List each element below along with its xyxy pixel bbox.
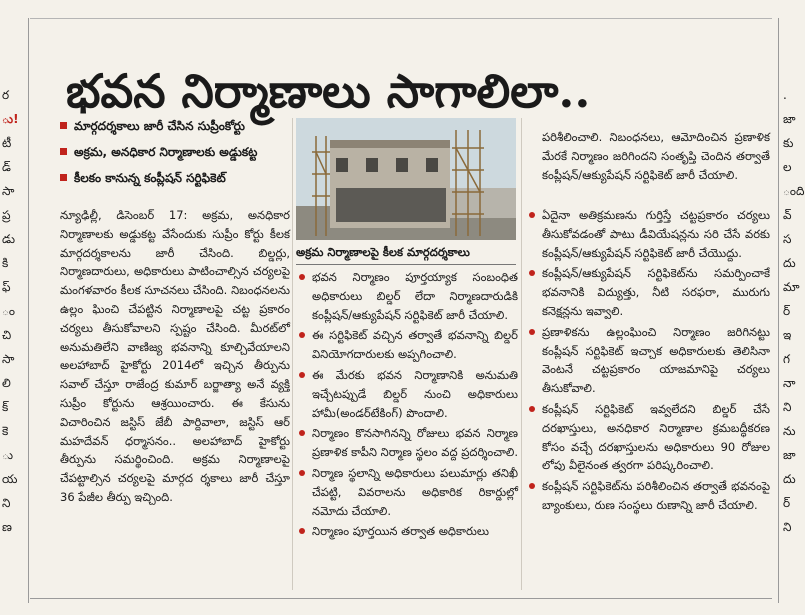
neighbor-text-fragment: ం (2, 304, 16, 318)
neighbor-text-fragment: ని (2, 496, 11, 510)
neighbor-text-fragment: ు (2, 448, 14, 462)
neighbor-text-fragment: య (2, 472, 18, 486)
neighbor-text-fragment: మా (783, 280, 800, 294)
neighbor-text-fragment: దు (783, 256, 796, 270)
subheads (60, 118, 290, 196)
neighbor-text-fragment: కి (2, 256, 9, 270)
neighbor-text-fragment: సా (2, 352, 15, 366)
bottom-rule (30, 598, 772, 599)
guidelines-list-col3 (526, 206, 770, 517)
guideline-item: కంప్లీషన్/ఆక్యుపేషన్ సర్టిఫికెట్‌ను సమర్పించాకే భవనానికి విద్యుత్తు, నీటి సరఫరా, మురుగు కనెక్షన్లను ఇవ్వాలి. (526, 264, 770, 320)
neighbor-text-fragment: క్ (2, 400, 9, 414)
top-rule (30, 18, 772, 19)
neighbor-column-right (778, 18, 805, 603)
neighbor-text-fragment: ప్ర (2, 208, 11, 222)
neighbor-text-fragment: కు (783, 136, 794, 150)
column-divider (521, 118, 522, 590)
guideline-item: ప్రణాళికను ఉల్లంఘించి నిర్మాణం జరిగినట్టు కంప్లీషన్ సర్టిఫికెట్ ఇచ్చాక అధికారులకు తెలిసినా వెంటనే చట్టప్రకారం యాజమానిపై చర్యలు తీసుకోవాలి. (526, 323, 770, 398)
neighbor-text-fragment: దు (783, 472, 796, 486)
guideline-item: కంప్లీషన్ సర్టిఫికెట్‌ను పరిశీలించిన తర్వాతే భవనంపై బ్యాంకులు, రుణ సంస్థలు రుణాన్ని జారీ చేయాలి. (526, 477, 770, 515)
neighbor-text-fragment: ఫ్ (2, 280, 11, 294)
neighbor-text-fragment: ఇ (783, 328, 792, 342)
neighbor-text-fragment: నా (783, 376, 796, 390)
guideline-item: నిర్మాణం పూర్తయిన తర్వాత అధికారులు (296, 522, 518, 541)
guideline-item: నిర్మాణ స్థలాన్ని అధికారులు పలుమార్లు తనిఖీ చేపట్టి, వివరాలను అధికారిక రికార్డుల్లో నమోదు చేయాలి. (296, 464, 518, 520)
neighbor-text-fragment: డు (2, 232, 16, 246)
neighbor-column-left (0, 18, 29, 603)
photo-caption: అక్రమ నిర్మాణాలపై కీలక మార్గదర్శకాలు (296, 245, 470, 259)
article-body-lead: న్యూఢిల్లీ, డిసెంబర్ 17: అక్రమ, అనధికార నిర్మాణాలకు అడ్డుకట్ట వేసేందుకు సుప్రీం కోర్టు కీలక మార్గదర్శకాలను జారీ చేసింది. బిల్డర్లు, నిర్మాణదారులు, అధికారులు పాటించాల్సిన చర్యలపై మంగళవారం కీలక సూచనలు చేసింది. నిబంధనలను ఉల్లం ఘించి చేపట్టిన నిర్మాణాలపై చట్ట ప్రకారం చర్యలు తీసుకోవాలని స్పష్టం చేసింది. మీరట్‌లో అనుమతిలేని వాణిజ్య భవనాన్ని కూల్చివేయాలని అలహాబాద్ హైకోర్టు 2014లో ఇచ్చిన తీర్పును సవాల్ చేస్తూ రాజేంద్ర కుమార్ బర్జాత్యా అనే వ్యక్తి సుప్రీం కోర్టును ఆశ్రయించారు. ఈ కేసును విచారించిన జస్టిస్ జేబీ పార్దివాలా, జస్టిస్ ఆర్ మహదేవన్ ధర్మాసనం.. అలహాబాద్ హైకోర్టు తీర్పును సమర్థించింది. అక్రమ నిర్మాణాలపై చేపట్టాల్సిన చర్యలపై మార్గద ర్శకాలు జారీ చేస్తూ 36 పేజీల తీర్పు ఇచ్చింది. (60, 208, 290, 504)
neighbor-text-fragment: ంది (783, 184, 805, 198)
col3-continuation: పరిశీలించాలి. నిబంధనలు, ఆమోదించిన ప్రణాళిక మేరకే నిర్మాణం జరిగిందని సంతృప్తి చెందిన తర్వాతే కంప్లీషన్/ఆక్యుపేషన్ సర్టిఫికెట్ జారీ చేయాలి. (542, 130, 770, 182)
neighbor-text-fragment: స (783, 232, 792, 246)
guideline-item: కంప్లీషన్ సర్టిఫికెట్ ఇవ్వలేదని బిల్డర్ చేసే దరఖాస్తులు, అనధికార నిర్మాణాల క్రమబద్ధీకరణ కోసం వచ్చే దరఖాస్తులను అధికారులు 90 రోజుల లోపు వీలైనంత త్వరగా పరిష్కరించాలి. (526, 400, 770, 475)
caption-rule (296, 264, 516, 265)
subhead-2: అక్రమ, అనధికార నిర్మాణాలకు అడ్డుకట్ట (60, 144, 290, 170)
guideline-item: ఈ మేరకు భవన నిర్మాణానికి అనుమతి ఇచ్చేటప్పుడే బిల్డర్ నుంచి అధికారులు హామీ(అండర్‌టేకింగ్) పొందాలి. (296, 366, 518, 422)
neighbor-text-fragment: డ్ (2, 160, 11, 174)
neighbor-text-fragment: సా (2, 184, 15, 198)
building-construction-photo (296, 118, 516, 240)
neighbor-text-fragment: లి (2, 376, 11, 390)
guidelines-list-col2 (296, 268, 518, 543)
article-headline: భవన నిర్మాణాలు సాగాలిలా.. (66, 63, 591, 118)
neighbor-text-fragment: కె (2, 424, 9, 438)
neighbor-text-fragment: టీ (2, 136, 12, 150)
neighbor-text-fragment: ణ (2, 520, 12, 534)
neighbor-text-fragment: గ (783, 352, 790, 366)
column-divider (292, 118, 293, 590)
neighbor-text-fragment: చి (2, 328, 12, 342)
neighbor-text-fragment: ని (783, 520, 792, 534)
neighbor-text-fragment: ను (783, 424, 796, 438)
neighbor-text-fragment: . (783, 88, 787, 102)
neighbor-text-fragment: జా (783, 112, 796, 126)
guideline-item: ఏదైనా అతిక్రమణను గుర్తిస్తే చట్టప్రకారం చర్యలు తీసుకోవడంతో పాటు డీవియేషన్లను సరి చేసే వరకు కంప్లీషన్/ఆక్యుపేషన్ సర్టిఫికెట్ జారీ చేయొద్దు. (526, 206, 770, 262)
neighbor-text-fragment: ర్ (783, 304, 791, 318)
neighbor-text-fragment: ని (783, 400, 792, 414)
guideline-item: ఈ సర్టిఫికెట్ వచ్చిన తర్వాతే భవనాన్ని బిల్డర్ వినియోగదారులకు అప్పగించాలి. (296, 326, 518, 364)
guideline-item: భవన నిర్మాణం పూర్తయ్యాక సంబంధిత అధికారులు బిల్డర్ లేదా నిర్మాణదారుడికి కంప్లీషన్/ఆక్యుపేషన్ సర్టిఫికెట్ జారీ చేయాలి. (296, 268, 518, 324)
neighbor-text-fragment: వ్ (783, 208, 792, 222)
neighbor-text-fragment: ర (2, 88, 10, 102)
neighbor-text-fragment: జా (783, 448, 796, 462)
guideline-item: నిర్మాణం కొనసాగినన్ని రోజులు భవన నిర్మాణ ప్రణాళిక కాపీని నిర్మాణ స్థలం వద్ద ప్రదర్శించాలి. (296, 424, 518, 462)
neighbor-text-fragment: ు! (2, 112, 19, 126)
subhead-3: కీలకం కానున్న కంప్లీషన్ సర్టిఫికెట్ (60, 170, 290, 196)
neighbor-text-fragment: ల (783, 160, 792, 174)
neighbor-text-fragment: ర్ (783, 496, 791, 510)
subhead-1: మార్గదర్శకాలు జారీ చేసిన సుప్రీంకోర్టు (60, 118, 290, 144)
